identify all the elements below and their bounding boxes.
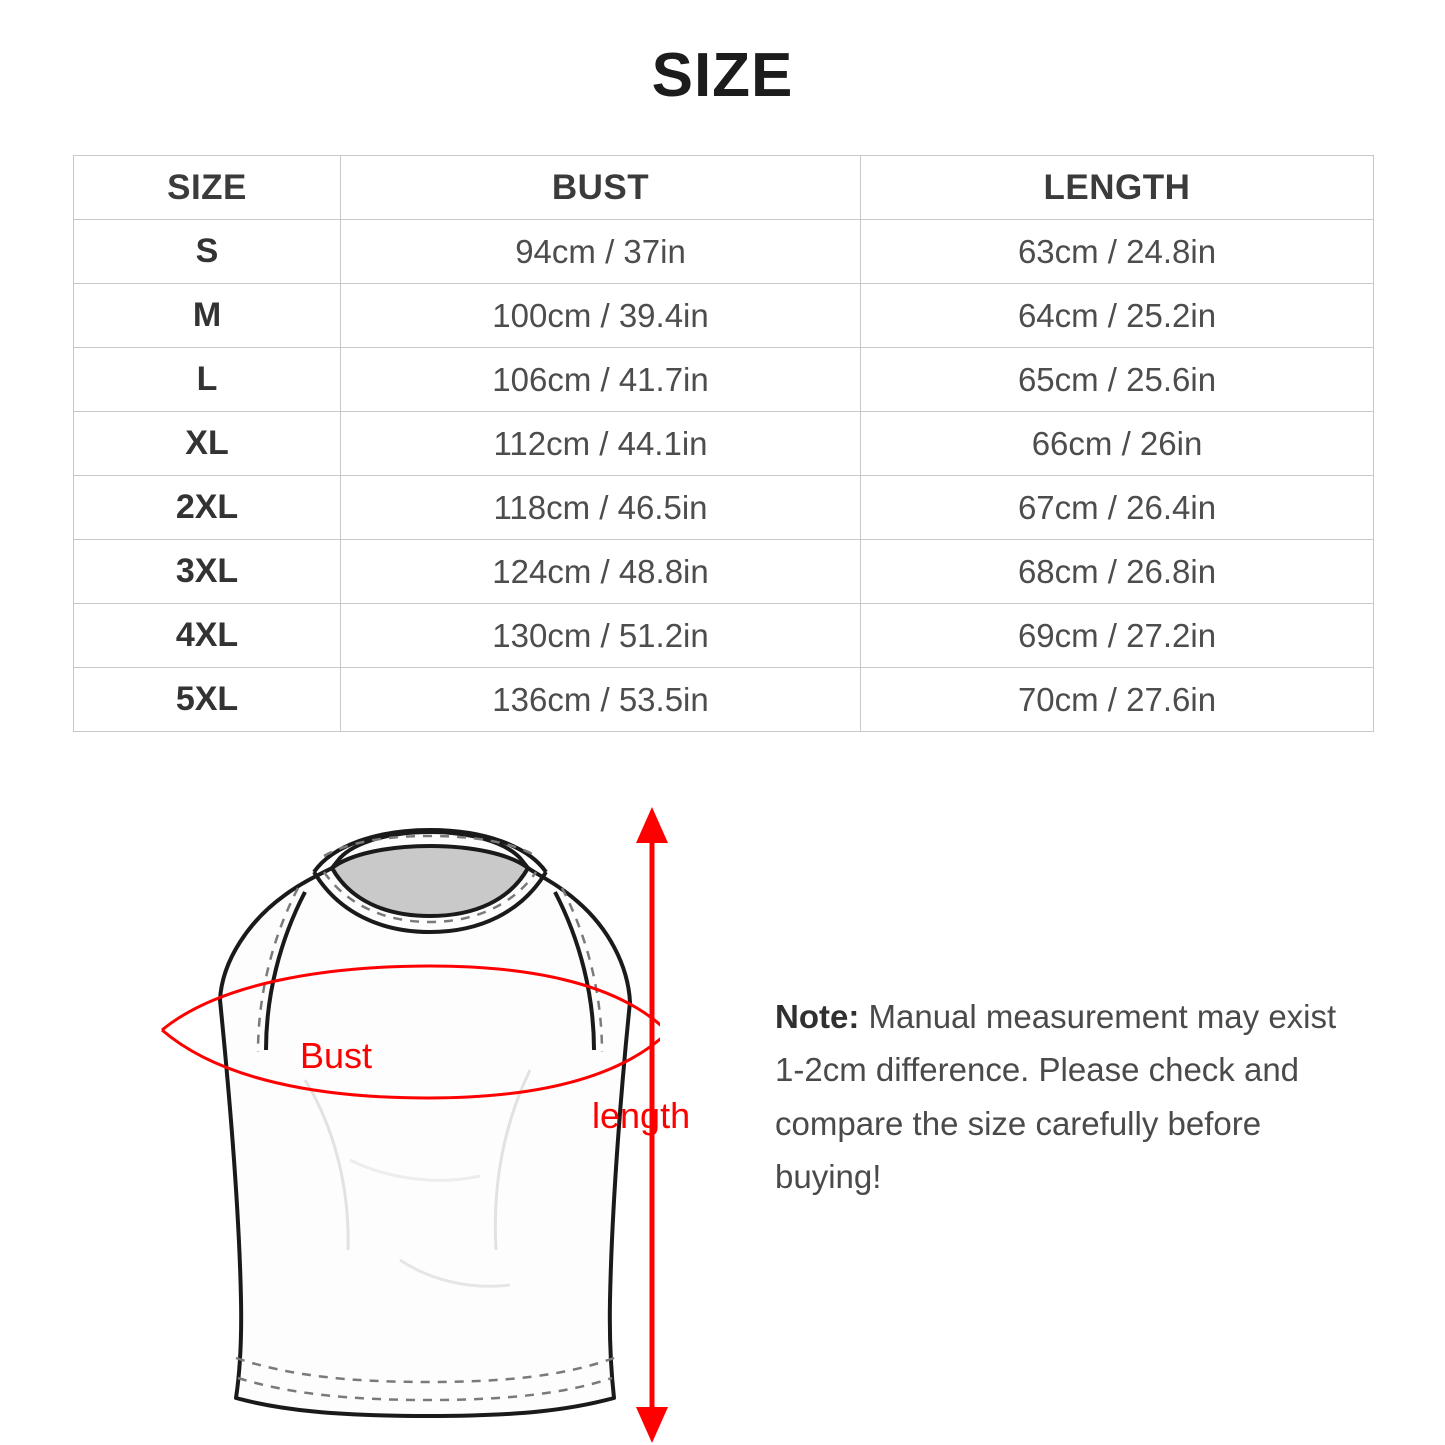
cell-length: 64cm / 25.2in	[861, 284, 1374, 348]
note-body: Manual measurement may exist 1-2cm difference. Please check and compare the size carefully before buying!	[775, 998, 1337, 1196]
cell-length: 70cm / 27.6in	[861, 668, 1374, 732]
cell-size: 5XL	[74, 668, 341, 732]
cell-length: 67cm / 26.4in	[861, 476, 1374, 540]
cell-bust: 124cm / 48.8in	[341, 540, 861, 604]
table-row	[74, 540, 1374, 604]
cell-bust: 100cm / 39.4in	[341, 284, 861, 348]
size-table	[73, 155, 1374, 732]
cell-length: 68cm / 26.8in	[861, 540, 1374, 604]
table-row	[74, 220, 1374, 284]
note-text	[775, 990, 1350, 1204]
table-row	[74, 604, 1374, 668]
bust-measure-label: Bust	[300, 1035, 373, 1076]
cell-size: XL	[74, 412, 341, 476]
cell-length: 69cm / 27.2in	[861, 604, 1374, 668]
table-header-row	[74, 156, 1374, 220]
cell-size: 3XL	[74, 540, 341, 604]
cell-size: 2XL	[74, 476, 341, 540]
table-row	[74, 412, 1374, 476]
column-header-bust: BUST	[341, 156, 861, 220]
table-row	[74, 476, 1374, 540]
column-header-length: LENGTH	[861, 156, 1374, 220]
cell-size: S	[74, 220, 341, 284]
cell-bust: 106cm / 41.7in	[341, 348, 861, 412]
cell-size: M	[74, 284, 341, 348]
tank-top-illustration	[100, 780, 660, 1430]
cell-length: 65cm / 25.6in	[861, 348, 1374, 412]
table-row	[74, 668, 1374, 732]
table-row	[74, 284, 1374, 348]
cell-bust: 118cm / 46.5in	[341, 476, 861, 540]
length-measure-label: length	[592, 1095, 691, 1136]
cell-bust: 136cm / 53.5in	[341, 668, 861, 732]
column-header-size: SIZE	[74, 156, 341, 220]
cell-size: 4XL	[74, 604, 341, 668]
table-row	[74, 348, 1374, 412]
cell-bust: 112cm / 44.1in	[341, 412, 861, 476]
cell-bust: 94cm / 37in	[341, 220, 861, 284]
cell-size: L	[74, 348, 341, 412]
cell-bust: 130cm / 51.2in	[341, 604, 861, 668]
cell-length: 66cm / 26in	[861, 412, 1374, 476]
cell-length: 63cm / 24.8in	[861, 220, 1374, 284]
page-title: SIZE	[651, 41, 794, 110]
length-arrow-icon	[630, 805, 690, 1445]
note-prefix: Note:	[775, 998, 860, 1035]
